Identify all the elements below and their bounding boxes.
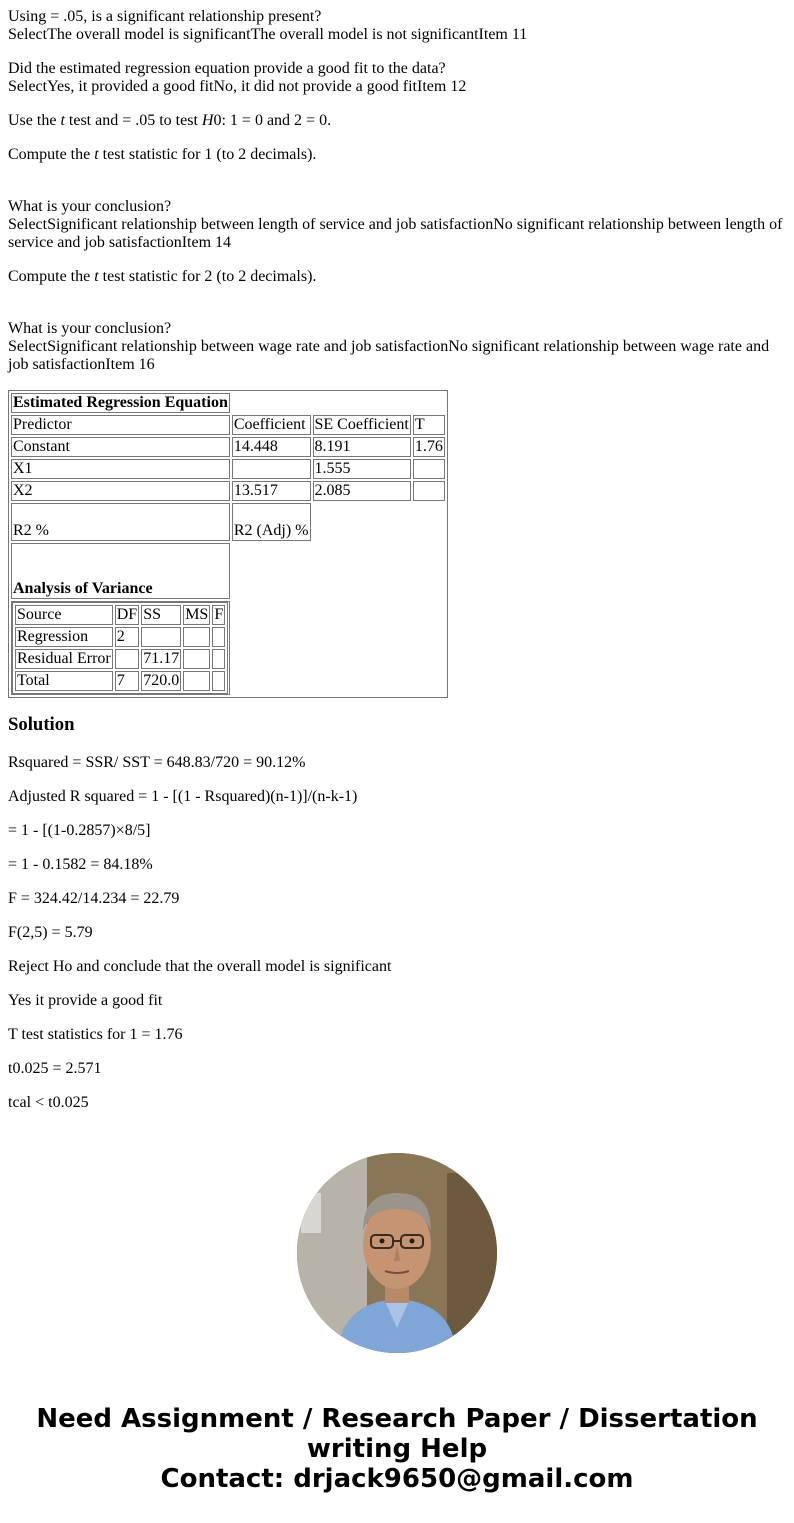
solution-line: tcal < t0.025 (8, 1094, 89, 1111)
table-cell: 720.0 (143, 672, 180, 689)
select-label: Select (8, 78, 48, 95)
select-label: Select (8, 26, 48, 43)
table-cell[interactable] (232, 459, 311, 479)
table-cell: 1.555 (313, 459, 411, 479)
select-option[interactable]: No significant relationship between length of service and job satisfaction (8, 216, 783, 251)
answer-select[interactable] (8, 338, 786, 374)
question-prompt: What is your conclusion? (8, 198, 172, 215)
select-option[interactable]: Significant relationship between wage rate and job satisfaction (47, 338, 449, 355)
solution-line: = 1 - 0.1582 = 84.18% (8, 856, 153, 873)
anova-row (15, 627, 225, 647)
solution-body (8, 754, 786, 1112)
table-cell[interactable] (212, 627, 225, 647)
avatar-photo (297, 1153, 497, 1353)
select-option[interactable]: The overall model is significant (47, 26, 251, 43)
header-cell: T (413, 415, 445, 435)
table-row (11, 437, 445, 457)
table-cell: 14.448 (232, 437, 311, 457)
solution-line: = 1 - [(1-0.2857)×8/5] (8, 822, 151, 839)
table-cell (212, 671, 225, 691)
table-cell: Total (15, 671, 113, 691)
table-cell: 2 (115, 627, 139, 647)
select-option[interactable]: No, it did not provide a good fit (213, 78, 417, 95)
table-cell: Residual Error (17, 650, 111, 667)
table-cell[interactable] (141, 627, 181, 647)
item-label: Item 14 (181, 234, 232, 251)
promo-banner (0, 1404, 794, 1494)
table-cell: X2 (11, 481, 230, 501)
question-conclusion-2 (8, 320, 786, 374)
header-cell: Coefficient (232, 415, 311, 435)
answer-select[interactable] (8, 78, 786, 96)
table-cell[interactable] (183, 649, 210, 669)
anova-holder (11, 601, 230, 695)
promo-contact[interactable]: Contact: drjack9650@gmail.com (160, 1464, 634, 1494)
r2-row (11, 503, 445, 541)
solution-line: t0.025 = 2.571 (8, 1060, 102, 1077)
table-cell: 2.085 (313, 481, 411, 501)
table-cell: 1.76 (414, 438, 443, 455)
question-fit (8, 60, 786, 96)
header-cell: Predictor (11, 415, 230, 435)
header-cell: MS (185, 606, 209, 623)
solution-line: Adjusted R squared = 1 - [(1 - Rsquared)(n-1)]/(n-k-1) (8, 788, 358, 805)
table-cell[interactable] (413, 459, 445, 479)
answer-input-blank[interactable] (8, 302, 786, 320)
question-prompt: Did the estimated regression equation provide a good fit to the data? (8, 60, 446, 77)
select-option[interactable]: No significant relationship between wage rate and job satisfaction (8, 338, 770, 373)
select-option[interactable]: Yes, it provided a good fit (47, 78, 214, 95)
table-title: Estimated Regression Equation (13, 394, 228, 411)
table-cell: Regression (15, 627, 113, 647)
solution-line: T test statistics for 1 = 1.76 (8, 1026, 183, 1043)
anova-table (12, 602, 228, 694)
select-option[interactable]: Significant relationship between length of service and job satisfaction (47, 216, 494, 233)
answer-select[interactable] (8, 216, 786, 252)
select-option[interactable]: The overall model is not significant (250, 26, 479, 43)
select-label: Select (8, 338, 48, 355)
question-prompt: Using = .05, is a significant relationship present? (8, 8, 322, 25)
item-label: Item 11 (478, 26, 528, 43)
anova-header-row (15, 605, 225, 625)
table-cell[interactable] (413, 481, 445, 501)
header-cell: SS (141, 605, 181, 625)
item-label: Item 12 (417, 78, 467, 95)
table-cell: 7 (115, 671, 139, 691)
table-cell (212, 649, 225, 669)
item-label: Item 16 (105, 356, 155, 373)
solution-line: F(2,5) = 5.79 (8, 924, 93, 941)
question-conclusion-1 (8, 198, 786, 252)
solution-line: F = 324.42/14.234 = 22.79 (8, 890, 180, 907)
table-row (11, 481, 445, 501)
table-cell: 8.191 (313, 437, 411, 457)
table-row (11, 459, 445, 479)
header-cell: F (214, 606, 224, 623)
author-avatar (297, 1153, 497, 1353)
anova-row (15, 649, 225, 669)
r2-cell[interactable]: R2 % (11, 503, 230, 541)
anova-row (15, 671, 225, 691)
table-cell: Constant (11, 437, 230, 457)
select-label: Select (8, 216, 48, 233)
answer-input-blank[interactable] (8, 180, 786, 198)
regression-table (8, 390, 448, 698)
person-portrait-icon (297, 1153, 497, 1353)
compute-t2-instruction: Compute the t test statistic for 2 (to 2 decimals). (8, 268, 317, 285)
anova-title: Analysis of Variance (11, 543, 230, 599)
solution-line: Reject Ho and conclude that the overall model is significant (8, 958, 392, 975)
table-cell: 13.517 (232, 481, 311, 501)
header-cell: SE Coefficient (314, 416, 409, 433)
solution-line: Yes it provide a good fit (8, 992, 163, 1009)
question-significance (8, 8, 786, 44)
table-cell: 71.17 (143, 650, 180, 667)
solution-line: Rsquared = SSR/ SST = 648.83/720 = 90.12% (8, 754, 306, 771)
table-cell: X1 (11, 459, 230, 479)
ttest-instruction: Use the t test and = .05 to test H0: 1 = 0 and 2 = 0. (8, 112, 332, 129)
r2-adj-cell[interactable]: R2 (Adj) % (232, 503, 311, 541)
compute-t1-instruction: Compute the t test statistic for 1 (to 2 decimals). (8, 146, 317, 163)
promo-line: Need Assignment / Research Paper / Dissertation (36, 1404, 758, 1434)
promo-line: writing Help (306, 1434, 488, 1464)
header-cell: Source (15, 605, 113, 625)
table-cell (183, 671, 210, 691)
table-header-row (11, 415, 445, 435)
table-cell[interactable] (183, 627, 210, 647)
question-prompt: What is your conclusion? (8, 320, 172, 337)
header-cell: DF (116, 606, 138, 623)
table-cell[interactable] (115, 649, 139, 669)
answer-select[interactable] (8, 26, 786, 44)
solution-heading: Solution (8, 714, 75, 735)
